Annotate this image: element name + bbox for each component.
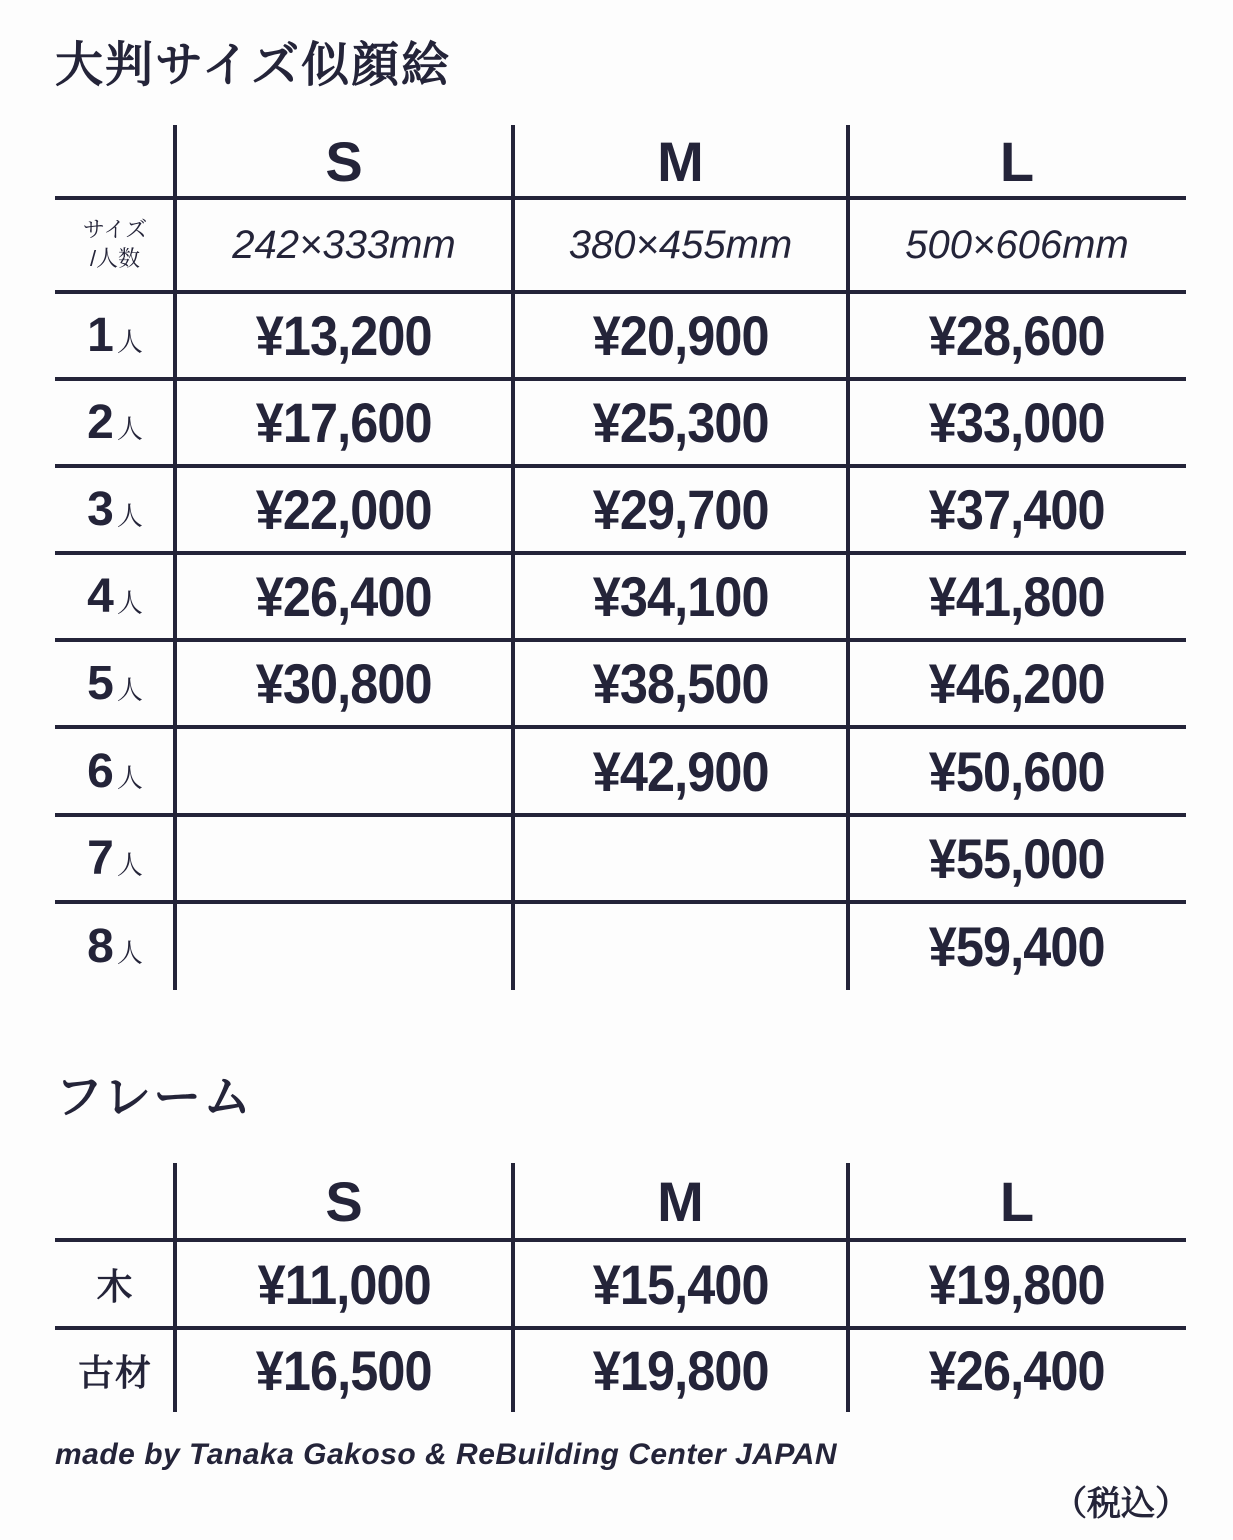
price-cell: ¥41,800	[929, 565, 1105, 628]
price-cell-empty	[175, 815, 513, 902]
price-cell: ¥19,800	[929, 1252, 1105, 1316]
table-gridline-vertical	[846, 1163, 850, 1412]
column-header-s: S	[325, 1170, 363, 1233]
price-cell: ¥22,000	[256, 478, 432, 541]
frame-price-table	[55, 1163, 1186, 1412]
price-cell: ¥42,900	[592, 739, 769, 803]
price-cell: ¥13,200	[256, 304, 432, 367]
table-gridline-horizontal	[55, 551, 1186, 555]
size-cell-s: 242×333mm	[232, 222, 456, 267]
price-cell: ¥59,400	[929, 914, 1105, 978]
price-cell: ¥50,600	[929, 739, 1105, 803]
price-cell-empty	[175, 727, 513, 815]
table-gridline-horizontal	[55, 290, 1186, 294]
price-cell: ¥28,600	[929, 304, 1105, 367]
table-gridline-horizontal	[55, 725, 1186, 729]
size-cell-m: 380×455mm	[568, 222, 793, 267]
page-title: 大判サイズ似顔絵	[55, 39, 452, 92]
corner-spacer	[55, 125, 175, 198]
price-cell: ¥30,800	[256, 652, 432, 715]
table-gridline-vertical	[511, 1163, 515, 1412]
price-cell: ¥38,500	[592, 652, 769, 715]
size-cell-l: 500×606mm	[905, 222, 1129, 267]
column-header-s: S	[325, 130, 363, 193]
price-cell: ¥29,700	[592, 478, 769, 541]
table-gridline-horizontal	[55, 464, 1186, 468]
people-count-label: 3 人	[87, 483, 143, 536]
frame-section-title: フレーム	[55, 1071, 254, 1124]
table-gridline-horizontal	[55, 900, 1186, 904]
table-gridline-horizontal	[55, 1326, 1186, 1330]
column-header-m: M	[657, 1170, 704, 1233]
table-gridline-vertical	[173, 125, 177, 990]
price-cell-empty	[513, 902, 848, 990]
corner-label-line2: /人数	[89, 246, 141, 271]
people-count-label: 4 人	[87, 570, 143, 623]
people-count-label: 2 人	[87, 396, 143, 449]
table-gridline-horizontal	[55, 813, 1186, 817]
table-gridline-horizontal	[55, 638, 1186, 642]
table-gridline-horizontal	[55, 196, 1186, 200]
price-cell: ¥55,000	[929, 827, 1105, 890]
material-label: 木	[96, 1265, 134, 1307]
tax-included-note: （税込）	[1053, 1485, 1189, 1523]
column-header-l: L	[999, 1170, 1035, 1233]
corner-spacer	[55, 1163, 175, 1240]
price-cell: ¥15,400	[592, 1252, 769, 1316]
people-count-label: 7 人	[87, 832, 143, 885]
price-cell: ¥19,800	[592, 1338, 769, 1402]
price-cell: ¥25,300	[592, 391, 769, 454]
price-cell: ¥17,600	[256, 391, 432, 454]
credit-line: made by Tanaka Gakoso & ReBuilding Center JAPAN	[55, 1438, 838, 1471]
corner-label	[55, 198, 175, 292]
table-gridline-vertical	[846, 125, 850, 990]
table-gridline-vertical	[173, 1163, 177, 1412]
price-cell: ¥11,000	[257, 1252, 431, 1316]
people-count-label: 1 人	[87, 309, 143, 362]
material-label: 古材	[77, 1351, 152, 1393]
portrait-price-table	[55, 125, 1186, 990]
column-header-l: L	[999, 130, 1035, 193]
price-cell-empty	[175, 902, 513, 990]
price-cell: ¥26,400	[929, 1338, 1105, 1402]
price-cell: ¥33,000	[929, 391, 1105, 454]
price-cell-empty	[513, 815, 848, 902]
price-cell: ¥37,400	[929, 478, 1105, 541]
people-count-label: 5 人	[87, 657, 143, 710]
people-count-label: 6 人	[87, 744, 143, 798]
table-gridline-horizontal	[55, 377, 1186, 381]
price-cell: ¥34,100	[592, 565, 769, 628]
price-cell: ¥46,200	[929, 652, 1105, 715]
table-gridline-horizontal	[55, 1238, 1186, 1242]
corner-label-line1: サイズ	[82, 217, 148, 243]
column-header-m: M	[657, 130, 704, 193]
people-count-label: 8 人	[87, 919, 143, 973]
table-gridline-vertical	[511, 125, 515, 990]
price-cell: ¥26,400	[256, 565, 432, 628]
price-cell: ¥16,500	[256, 1338, 432, 1402]
price-cell: ¥20,900	[592, 304, 769, 367]
